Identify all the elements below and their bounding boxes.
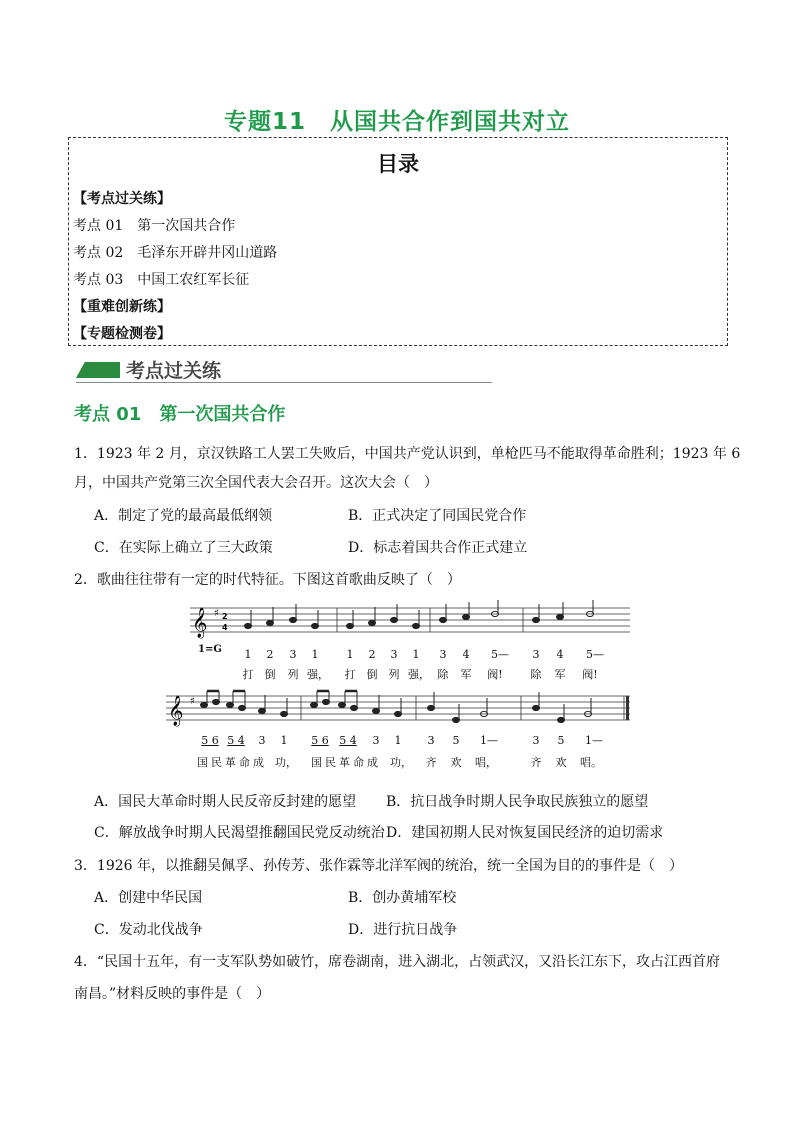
- key-signature: 1=G: [198, 644, 222, 655]
- score-lyrics-row1: [190, 666, 630, 682]
- q2-text-line1: 2．歌曲往往带有一定的时代特征。下图这首歌曲反映了（ ）: [74, 572, 461, 588]
- note-number: 2: [266, 648, 274, 661]
- note-number: 3: [427, 734, 435, 747]
- q2-option-a: A．国民大革命时期人民反帝反封建的愿望: [94, 794, 357, 810]
- q3-option-a: A．创建中华民国: [94, 890, 203, 906]
- note-number: 1: [280, 734, 288, 747]
- svg-text:4: 4: [222, 623, 228, 632]
- note-number: 1—: [585, 734, 603, 747]
- toc-item: 【重难创新练】: [73, 299, 171, 315]
- toc-heading: 目录: [377, 152, 419, 176]
- note-number: 1: [311, 648, 319, 661]
- lyric: 功，: [275, 756, 297, 769]
- treble-clef-icon: 𝄞: [168, 696, 184, 726]
- lyric: 功，: [390, 756, 412, 769]
- document-title: 专题11 从国共合作到国共对立: [223, 109, 570, 135]
- toc-item: 【考点过关练】: [73, 191, 171, 207]
- q1-option-b: B．正式决定了同国民党合作: [348, 508, 527, 524]
- lyric: 打: [344, 668, 356, 681]
- music-score-row2: [166, 688, 630, 774]
- q1-option-a: A．制定了党的最高最低纲领: [94, 508, 273, 524]
- lyric: 阀!: [487, 668, 503, 681]
- note-number: 3: [258, 734, 266, 747]
- q1-option-c: C．在实际上确立了三大政策: [94, 540, 273, 556]
- staff-row2: [166, 688, 630, 728]
- q3-option-c: C．发动北伐战争: [94, 922, 203, 938]
- lyric: 国民革命成: [197, 756, 267, 769]
- svg-text:2: 2: [222, 612, 228, 621]
- score-numbers-row2: [166, 734, 630, 750]
- svg-text:♯: ♯: [190, 696, 195, 707]
- note-number: 3: [390, 648, 398, 661]
- lyric: 强，: [307, 668, 329, 681]
- q3-option-b: B．创办黄埔军校: [348, 890, 457, 906]
- note-number: 1—: [480, 734, 498, 747]
- q2-option-b: B．抗日战争时期人民争取民族独立的愿望: [386, 794, 649, 810]
- lyric: 除: [530, 668, 542, 681]
- lyric: 军: [554, 668, 566, 681]
- kaodian-heading: 考点 01 第一次国共合作: [74, 404, 286, 425]
- q2-option-d: D．建国初期人民对恢复国民经济的迫切需求: [386, 825, 664, 841]
- lyric: 打: [242, 668, 254, 681]
- lyric: 齐: [530, 756, 542, 769]
- note-number: 1: [394, 734, 402, 747]
- note-number: 3: [532, 648, 540, 661]
- lyric: 列: [388, 668, 400, 681]
- q3-text-line1: 3．1926 年，以推翻吴佩孚、孙传芳、张作霖等北洋军阀的统治，统一全国为目的的事件是（ ）: [74, 858, 683, 874]
- note-number: 1: [346, 648, 354, 661]
- toc-item: 【专题检测卷】: [73, 326, 171, 342]
- lyric: 强，: [408, 668, 430, 681]
- note-number: 5 6: [311, 734, 329, 747]
- lyric: 军: [460, 668, 472, 681]
- note-number: 3: [439, 648, 447, 661]
- lyric: 除: [437, 668, 449, 681]
- music-score-row1: [190, 600, 630, 680]
- lyric: 阀!: [582, 668, 598, 681]
- note-number: 5 4: [339, 734, 357, 747]
- note-number: 5: [557, 734, 565, 747]
- q1-option-d: D．标志着国共合作正式建立: [348, 540, 528, 556]
- banner-rule: [76, 382, 492, 383]
- note-number: 2: [368, 648, 376, 661]
- note-number: 4: [556, 648, 564, 661]
- banner-bar: [76, 362, 120, 378]
- staff-row1: [190, 600, 630, 640]
- lyric: 倒: [264, 668, 276, 681]
- note-number: 5—: [491, 648, 509, 661]
- lyric: 欢: [450, 756, 462, 769]
- table-of-contents: [68, 137, 728, 346]
- q1-text-line2: 月，中国共产党第三次全国代表大会召开。这次大会（ ）: [74, 475, 438, 491]
- q4-text-line2: 南昌。”材料反映的事件是（ ）: [74, 986, 271, 1002]
- note-number: 5—: [586, 648, 604, 661]
- toc-item: 考点 02 毛泽东开辟井冈山道路: [73, 245, 278, 261]
- lyric: 齐: [425, 756, 437, 769]
- lyric: 唱，: [475, 756, 497, 769]
- note-number: 3: [532, 734, 540, 747]
- note-number: 3: [289, 648, 297, 661]
- toc-item: 考点 01 第一次国共合作: [73, 218, 236, 234]
- score-numbers-row1: [190, 648, 630, 664]
- svg-text:♯: ♯: [214, 608, 219, 619]
- q2-option-c: C．解放战争时期人民渴望推翻国民党反动统治: [94, 825, 385, 841]
- q1-text-line1: 1．1923 年 2 月，京汉铁路工人罢工失败后，中国共产党认识到，单枪匹马不能取得革命胜利；1923 年 6: [74, 446, 741, 462]
- section-banner-text: 考点过关练: [126, 360, 222, 382]
- lyric: 倒: [366, 668, 378, 681]
- note-number: 1: [244, 648, 252, 661]
- lyric: 国民革命成: [311, 756, 381, 769]
- score-lyrics-row2: [166, 754, 630, 770]
- toc-item: 考点 03 中国工农红军长征: [73, 272, 250, 288]
- section-banner: [76, 356, 492, 386]
- treble-clef-icon: 𝄞: [192, 608, 208, 638]
- note-number: 1: [412, 648, 420, 661]
- note-number: 5: [452, 734, 460, 747]
- note-number: 3: [372, 734, 380, 747]
- note-number: 5 4: [227, 734, 245, 747]
- q4-text-line1: 4．“民国十五年，有一支军队势如破竹，席卷湖南，进入湖北，占领武汉，又沿长江东下，攻占江西首府: [74, 954, 721, 970]
- lyric: 列: [287, 668, 299, 681]
- lyric: 欢: [555, 756, 567, 769]
- note-number: 4: [462, 648, 470, 661]
- note-number: 5 6: [201, 734, 219, 747]
- q3-option-d: D．进行抗日战争: [348, 922, 458, 938]
- lyric: 唱。: [580, 756, 602, 769]
